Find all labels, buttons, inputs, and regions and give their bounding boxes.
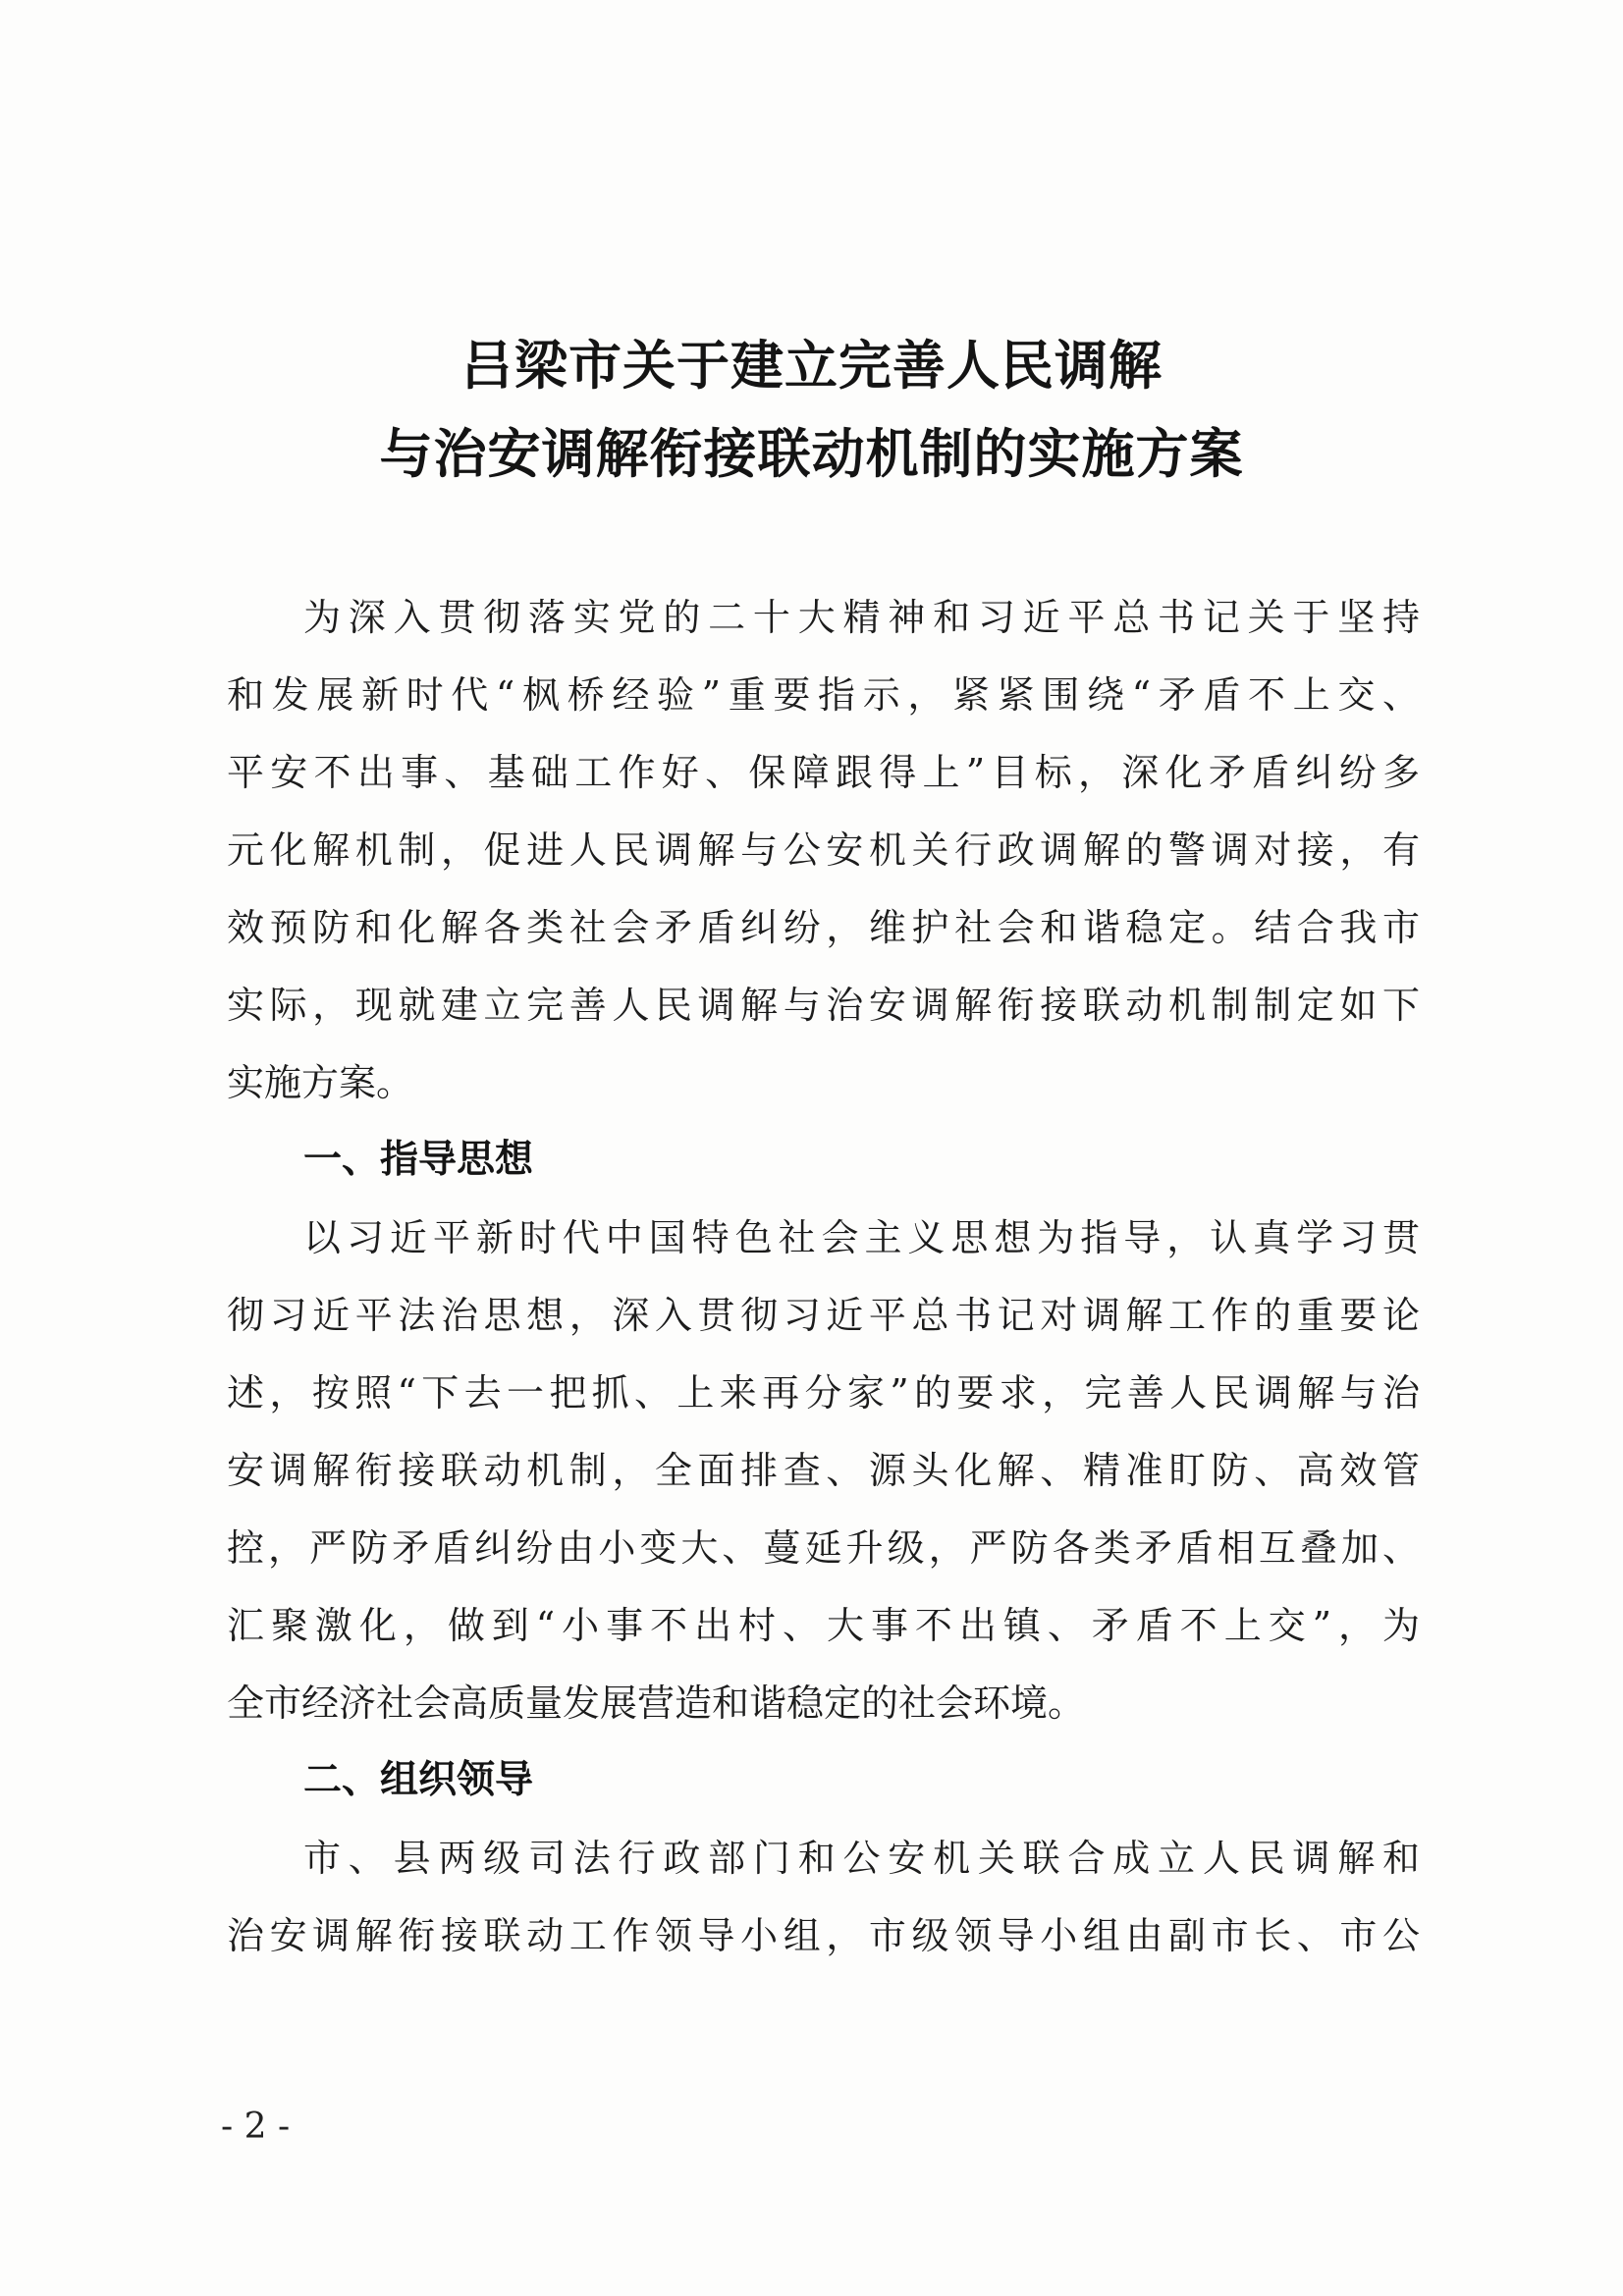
section1-line: 彻习近平法治思想，深入贯彻习近平总书记对调解工作的重要论 [227,1294,1420,1337]
section1-line: 以习近平新时代中国特色社会主义思想为指导，认真学习贯 [303,1216,1420,1259]
section1-line: 安调解衔接联动机制，全面排查、源头化解、精准盯防、高效管 [227,1449,1420,1492]
section1-line: 全市经济社会高质量发展营造和谐稳定的社会环境。 [227,1682,1086,1725]
intro-line: 实际，现就建立完善人民调解与治安调解衔接联动机制制定如下 [227,984,1420,1027]
section2-line: 市、县两级司法行政部门和公安机关联合成立人民调解和 [303,1837,1420,1880]
section2-line: 治安调解衔接联动工作领导小组，市级领导小组由副市长、市公 [227,1914,1420,1957]
section1-line: 汇聚激化，做到“小事不出村、大事不出镇、矛盾不上交”，为 [227,1604,1420,1647]
document-title-line-2: 与治安调解衔接联动机制的实施方案 [379,423,1244,485]
section1-line: 述，按照“下去一把抓、上来再分家”的要求，完善人民调解与治 [227,1371,1420,1415]
section1-line: 控，严防矛盾纠纷由小变大、蔓延升级，严防各类矛盾相互叠加、 [227,1526,1420,1570]
intro-line: 效预防和化解各类社会矛盾纠纷，维护社会和谐稳定。结合我市 [227,906,1420,949]
intro-line: 元化解机制，促进人民调解与公安机关行政调解的警调对接，有 [227,828,1420,872]
intro-line: 为深入贯彻落实党的二十大精神和习近平总书记关于坚持 [303,596,1420,639]
intro-line: 平安不出事、基础工作好、保障跟得上”目标，深化矛盾纠纷多 [227,751,1420,794]
section-heading-organization-leadership: 二、组织领导 [303,1758,534,1802]
document-title-line-1: 吕梁市关于建立完善人民调解 [460,335,1163,397]
intro-line: 和发展新时代“枫桥经验”重要指示，紧紧围绕“矛盾不上交、 [227,673,1420,717]
section-heading-guiding-ideology: 一、指导思想 [303,1138,534,1182]
page-number: - 2 - [221,2107,291,2147]
intro-line: 实施方案。 [227,1061,414,1104]
